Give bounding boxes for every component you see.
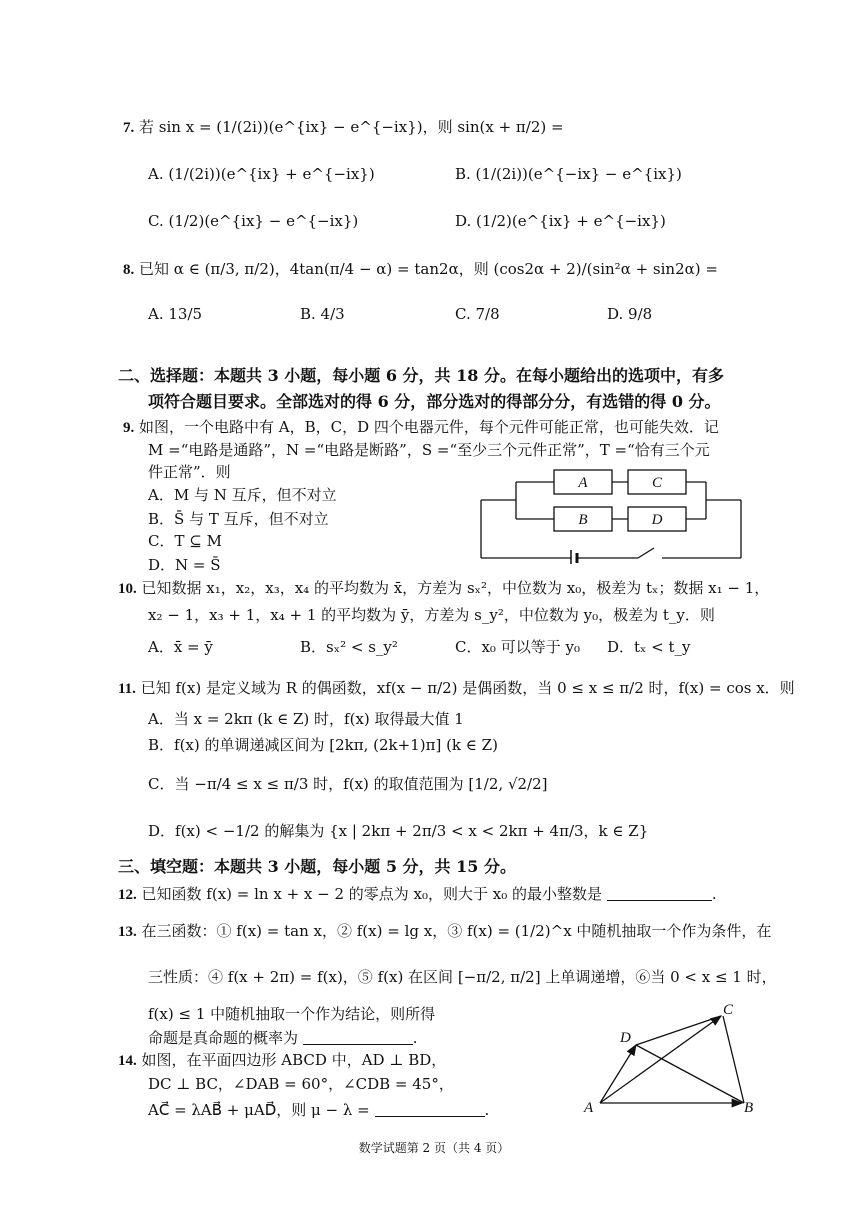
q14-period: . xyxy=(484,1101,490,1119)
q7-option-c: C. (1/2)(e^{ix} − e^{−ix}) xyxy=(148,212,359,230)
q10-number: 10. xyxy=(118,581,137,597)
component-d-label: D xyxy=(651,512,663,528)
q8-option-b: B. 4/3 xyxy=(300,305,345,323)
q9-number: 9. xyxy=(123,420,135,436)
vertex-a-label: A xyxy=(584,1100,594,1116)
q14-answer-blank[interactable] xyxy=(375,1102,485,1117)
q13-number: 13. xyxy=(118,924,137,940)
q14-stem-line1 xyxy=(118,1049,446,1072)
q8-option-a: A. 13/5 xyxy=(148,305,203,323)
q7-text: 若 sin x = (1/(2i))(e^{ix} − e^{−ix})，则 sin(x + π/2) = xyxy=(139,118,564,136)
q8-option-d: D. 9/8 xyxy=(607,305,653,323)
q13-answer-blank[interactable] xyxy=(303,1030,413,1045)
q13-text-1: 在三函数：① f(x) = tan x，② f(x) = lg x，③ f(x) = (1/2)^x 中随机抽取一个作为条件，在 xyxy=(141,922,772,940)
q8-number: 8. xyxy=(123,262,135,278)
component-c-label: C xyxy=(651,475,663,491)
q9-option-d: D．N = S̄ xyxy=(148,556,221,574)
section-3-header: 三、填空题：本题共 3 小题，每小题 5 分，共 15 分。 xyxy=(118,857,516,876)
page-footer: 数学试题第 2 页（共 4 页） xyxy=(358,1141,510,1155)
q13-stem-line3: f(x) ≤ 1 中随机抽取一个作为结论，则所得 xyxy=(148,1005,436,1023)
q14-number: 14. xyxy=(118,1053,137,1069)
component-a-label: A xyxy=(578,475,588,491)
q14-text-3: AC⃗ = λAB⃗ + μAD⃗，则 μ − λ = xyxy=(148,1101,370,1119)
q7-option-b: B. (1/(2i))(e^{−ix} − e^{ix}) xyxy=(455,165,682,183)
q10-stem-line1 xyxy=(118,577,769,600)
quadrilateral-figure xyxy=(580,1000,760,1118)
vertex-d-label: D xyxy=(620,1030,631,1046)
q11-stem xyxy=(118,677,795,700)
q13-period: . xyxy=(412,1029,418,1047)
q9-stem-line1 xyxy=(123,416,719,439)
component-b-label: B xyxy=(578,512,588,528)
vertex-c-label: C xyxy=(723,1002,734,1018)
q13-stem-line4 xyxy=(148,1027,418,1049)
q8-stem xyxy=(123,258,718,281)
q11-option-c: C．当 −π/4 ≤ x ≤ π/3 时，f(x) 的取值范围为 [1/2, √2/2] xyxy=(148,775,548,793)
q14-stem-line3 xyxy=(148,1099,489,1121)
q14-text-1: 如图，在平面四边形 ABCD 中，AD ⊥ BD， xyxy=(141,1051,447,1069)
q10-text-1: 已知数据 x₁，x₂，x₃，x₄ 的平均数为 x̄，方差为 sₓ²，中位数为 x₀，极差为 tₓ；数据 x₁ − 1， xyxy=(141,579,770,597)
q7-option-d: D. (1/2)(e^{ix} + e^{−ix}) xyxy=(455,212,666,230)
q9-option-c: C．T ⊆ M xyxy=(148,532,222,550)
q11-option-b: B．f(x) 的单调递减区间为 [2kπ, (2k+1)π] (k ∈ Z) xyxy=(148,736,498,754)
q7-option-a: A. (1/(2i))(e^{ix} + e^{−ix}) xyxy=(148,165,375,183)
section-2-header-line1: 二、选择题：本题共 3 小题，每小题 6 分，共 18 分。在每小题给出的选项中，有多 xyxy=(118,366,724,385)
q8-text: 已知 α ∈ (π/3, π/2)，4tan(π/4 − α) = tan2α，则 (cos2α + 2)/(sin²α + sin2α) = xyxy=(139,260,718,278)
q7-stem xyxy=(123,116,564,139)
q8-option-c: C. 7/8 xyxy=(455,305,500,323)
q13-stem-line2: 三性质：④ f(x + 2π) = f(x)，⑤ f(x) 在区间 [−π/2, π/2] 上单调递增，⑥当 0 < x ≤ 1 时， xyxy=(148,968,777,986)
q14-stem-line2: DC ⊥ BC，∠DAB = 60°，∠CDB = 45°， xyxy=(148,1075,454,1093)
q10-option-a: A．x̄ = ȳ xyxy=(148,638,213,656)
q12-answer-blank[interactable] xyxy=(607,886,712,901)
q10-option-c: C．x₀ 可以等于 y₀ xyxy=(455,638,580,656)
q10-option-d: D．tₓ < t_y xyxy=(607,638,691,656)
q11-number: 11. xyxy=(118,681,136,697)
q9-option-b: B．S̄ 与 T 互斥，但不对立 xyxy=(148,510,329,528)
q9-option-a: A．M 与 N 互斥，但不对立 xyxy=(148,486,337,504)
q13-stem-line1 xyxy=(118,920,771,943)
q10-stem-line2: x₂ − 1，x₃ + 1，x₄ + 1 的平均数为 ȳ，方差为 s_y²，中位数为 y₀，极差为 t_y．则 xyxy=(148,606,715,624)
q7-number: 7. xyxy=(123,120,135,136)
section-2-header-line2: 项符合题目要求。全部选对的得 6 分，部分选对的得部分分，有选错的得 0 分。 xyxy=(148,392,721,411)
circuit-diagram xyxy=(478,462,748,564)
q12-period: . xyxy=(711,885,717,903)
q9-stem-line3: 件正常”．则 xyxy=(148,463,231,481)
q11-option-d: D．f(x) < −1/2 的解集为 {x | 2kπ + 2π/3 < x < 2kπ + 4π/3，k ∈ Z} xyxy=(148,822,649,840)
vertex-b-label: B xyxy=(744,1100,754,1116)
q10-option-b: B．sₓ² < s_y² xyxy=(300,638,398,656)
q9-stem-line2: M =“电路是通路”，N =“电路是断路”，S =“至少三个元件正常”，T =“恰有三个元 xyxy=(148,441,710,459)
q9-text-1: 如图，一个电路中有 A，B，C，D 四个电器元件，每个元件可能正常，也可能失效．记 xyxy=(139,418,719,436)
q12-number: 12. xyxy=(118,887,137,903)
q11-text: 已知 f(x) 是定义域为 R 的偶函数，xf(x − π/2) 是偶函数，当 0 ≤ x ≤ π/2 时，f(x) = cos x．则 xyxy=(140,679,795,697)
q12-text: 已知函数 f(x) = ln x + x − 2 的零点为 x₀，则大于 x₀ 的最小整数是 xyxy=(141,885,603,903)
q13-text-4: 命题是真命题的概率为 xyxy=(148,1029,299,1047)
q11-option-a: A．当 x = 2kπ (k ∈ Z) 时，f(x) 取得最大值 1 xyxy=(148,710,464,728)
q12-stem xyxy=(118,883,717,906)
